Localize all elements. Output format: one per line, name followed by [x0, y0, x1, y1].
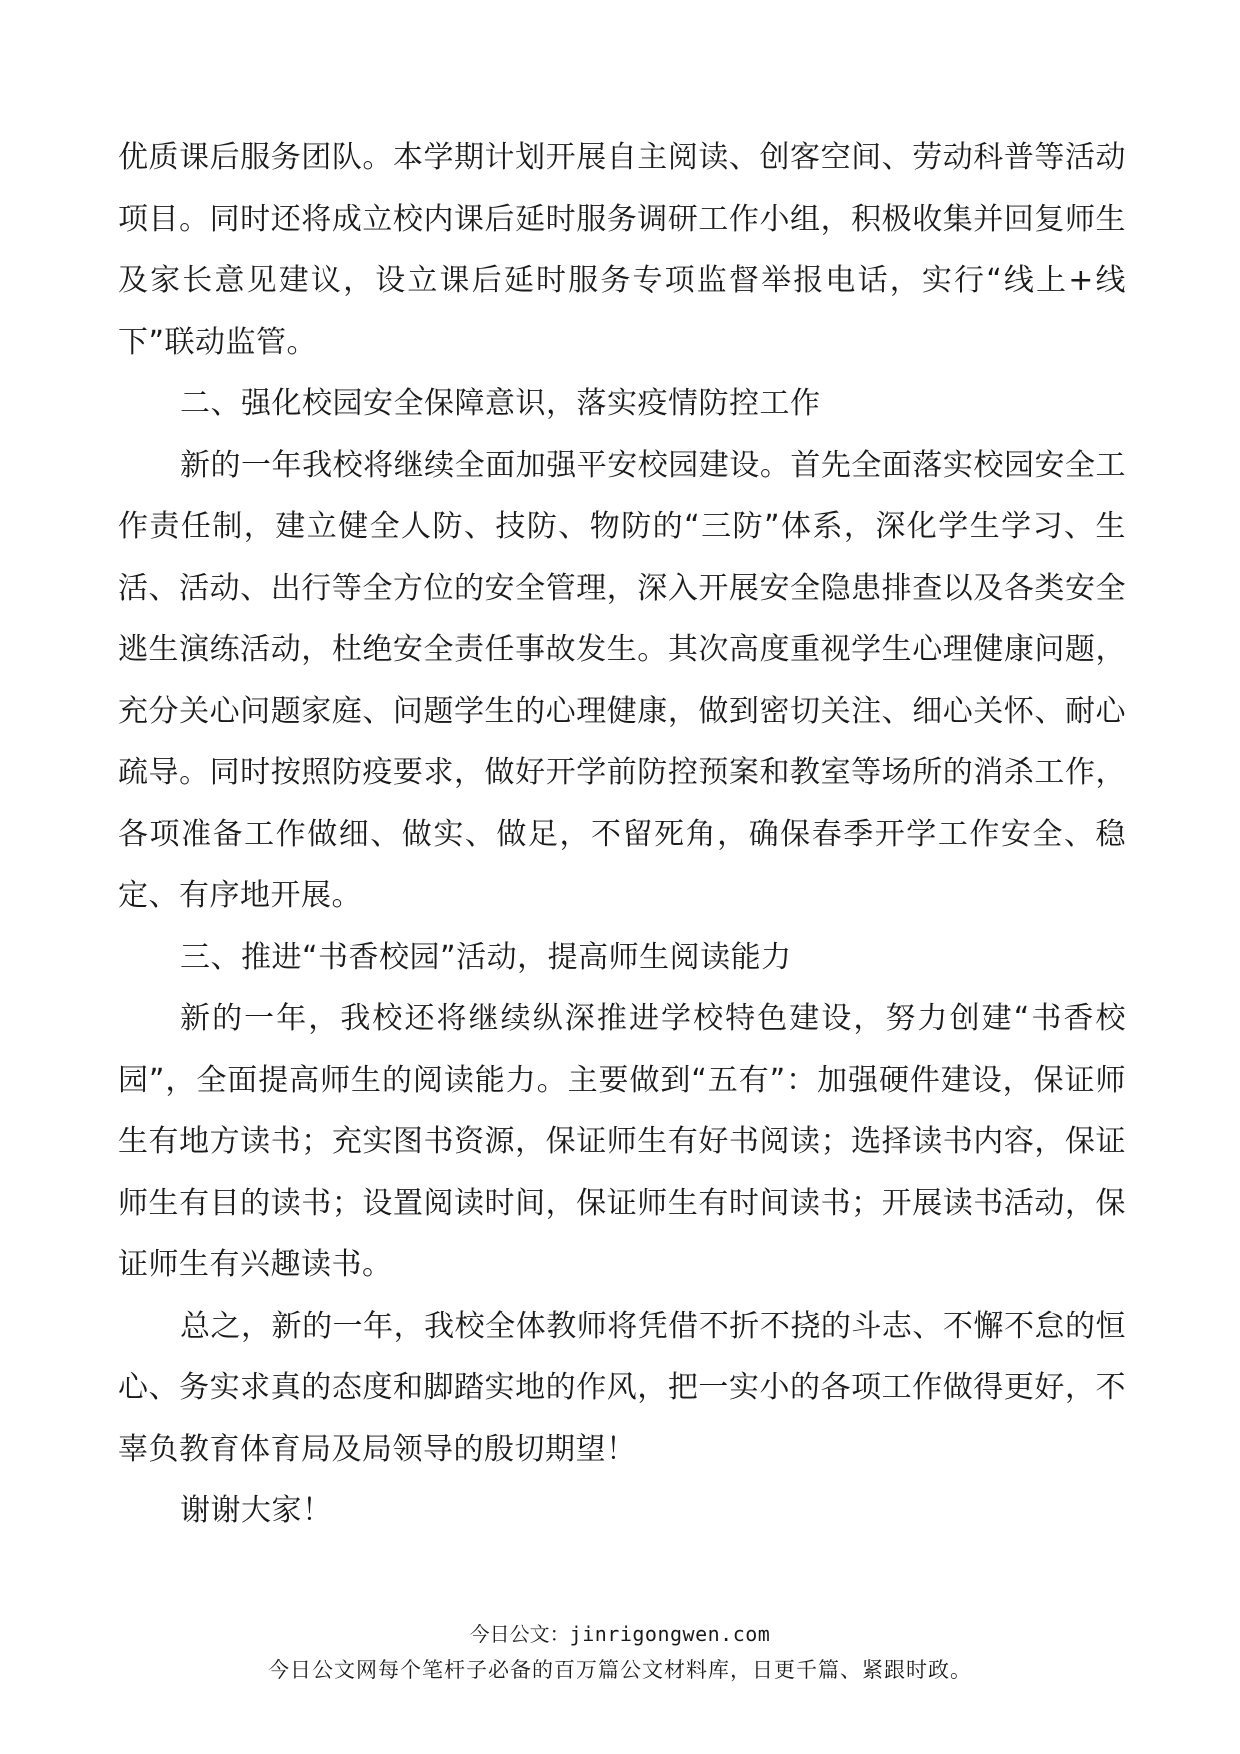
paragraph-thanks: 谢谢大家！: [180, 1493, 333, 1528]
footer-site-link[interactable]: jinrigongwen.com: [569, 1622, 771, 1646]
section-heading-campus-safety: 二、强化校园安全保障意识，落实疫情防控工作: [180, 386, 821, 421]
paragraph-service-team: 优质课后服务团队。本学期计划开展自主阅读、创客空间、劳动科普等活动项目。同时还将成立校内课后延时服务调研工作小组，积极收集并回复师生及家长意见建议，设立课后延时服务专项监督举报电话，实行“线上+线下”联动监管。: [118, 140, 1126, 360]
footer-site-line: [0, 1621, 1240, 1647]
document-body: [118, 127, 1126, 1542]
footer-site-label: 今日公文：: [469, 1622, 570, 1646]
section-heading-reading-campus: 三、推进“书香校园”活动，提高师生阅读能力: [180, 939, 792, 975]
paragraph-campus-safety: 新的一年我校将继续全面加强平安校园建设。首先全面落实校园安全工作责任制，建立健全人防、技防、物防的“三防”体系，深化学生学习、生活、活动、出行等全方位的安全管理，深入开展安全隐患排查以及各类安全逃生演练活动，杜绝安全责任事故发生。其次高度重视学生心理健康问题，充分关心问题家庭、问题学生的心理健康，做到密切关注、细心关怀、耐心疏导。同时按照防疫要求，做好开学前防控预案和教室等场所的消杀工作，各项准备工作做细、做实、做足，不留死角，确保春季开学工作安全、稳定、有序地开展。: [118, 447, 1126, 913]
footer-slogan: 今日公文网每个笔杆子必备的百万篇公文材料库，日更千篇、紧跟时政。: [268, 1658, 972, 1682]
paragraph-reading-campus: 新的一年，我校还将继续纵深推进学校特色建设，努力创建“书香校园”，全面提高师生的阅读能力。主要做到“五有”：加强硬件建设，保证师生有地方读书；充实图书资源，保证师生有好书阅读；选择读书内容，保证师生有目的读书；设置阅读时间，保证师生有时间读书；开展读书活动，保证师生有兴趣读书。: [118, 1001, 1126, 1282]
paragraph-conclusion: 总之，新的一年，我校全体教师将凭借不折不挠的斗志、不懈不怠的恒心、务实求真的态度和脚踏实地的作风，把一实小的各项工作做得更好，不辜负教育体育局及局领导的殷切期望！: [118, 1308, 1126, 1467]
